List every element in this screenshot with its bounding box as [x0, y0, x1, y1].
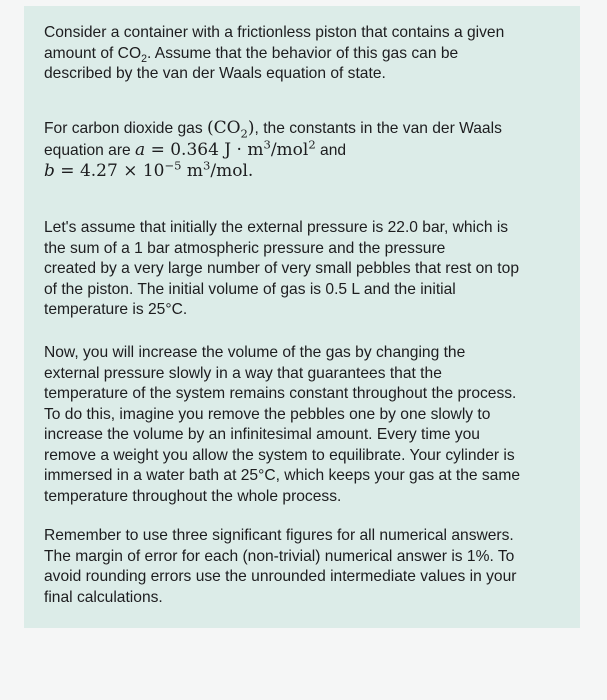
instructions-line-2: The margin of error for each (non-trivial) numerical answer is 1%. To: [44, 547, 515, 565]
co2-formula-subscript: 2: [240, 126, 248, 141]
initial-line-1: Let's assume that initially the external pressure is 22.0 bar, which is: [44, 219, 509, 236]
process-line-3: temperature of the system remains constant throughout the process.: [44, 385, 517, 402]
a-symbol: a: [135, 139, 146, 160]
constants-paragraph: [44, 118, 574, 183]
b-value: = 4.27 × 10: [54, 161, 165, 181]
intro-line-2: [44, 44, 574, 65]
initial-line-5: temperature is 25°C.: [44, 301, 188, 318]
process-line-4: To do this, imagine you remove the pebbles one by one slowly to: [44, 405, 491, 423]
constants-line-2-pre: equation are: [44, 141, 136, 159]
b-unit-mol: /mol.: [210, 161, 254, 181]
b-power-exponent: −5: [164, 158, 182, 173]
co2-formula: [206, 118, 255, 141]
process-paragraph: [44, 343, 580, 507]
a-constant: [135, 136, 316, 160]
initial-line-3: created by a very large number of very small pebbles that rest on top: [44, 260, 519, 277]
process-line-1: Now, you will increase the volume of the gas by changing the: [44, 344, 466, 361]
intro-paragraph: [44, 23, 574, 85]
a-m-exponent: 3: [263, 136, 271, 151]
constants-line-2-post: and: [315, 141, 347, 159]
constants-line-1-post: , the constants in the van der Waals: [254, 120, 502, 137]
intro-line-2-post: . Assume that the behavior of this gas can be: [146, 44, 459, 62]
process-line-5: increase the volume by an infinitesimal amount. Every time you: [44, 426, 480, 443]
constants-line-3: [44, 158, 574, 183]
a-value: = 0.364 J · m: [145, 139, 264, 160]
intro-line-3: described by the van der Waals equation of state.: [44, 65, 386, 82]
process-line-2: external pressure slowly in a way that guarantees that the: [44, 364, 442, 382]
b-m-exponent: 3: [203, 158, 211, 173]
instructions-line-1: Remember to use three significant figures for all numerical answers.: [44, 527, 514, 544]
b-symbol: b: [44, 161, 55, 181]
instructions-line-3: avoid rounding errors use the unrounded intermediate values in your: [44, 568, 517, 585]
process-line-7: immersed in a water bath at 25°C, which keeps your gas at the same: [44, 467, 521, 484]
a-unit: /mol: [270, 139, 309, 160]
initial-conditions-paragraph: [44, 218, 580, 321]
process-line-8: temperature throughout the whole process.: [44, 487, 342, 505]
initial-line-4: of the piston. The initial volume of gas is 0.5 L and the initial: [44, 280, 456, 298]
instructions-line-4: final calculations.: [44, 588, 163, 606]
b-unit: m: [181, 161, 204, 181]
intro-line-2-pre: amount of CO: [44, 44, 142, 62]
intro-line-1: Consider a container with a frictionless piston that contains a given: [44, 24, 505, 41]
constants-line-2: [44, 136, 574, 162]
co2-formula-open: (CO: [206, 118, 241, 138]
b-constant: [44, 158, 254, 181]
co2-subscript: 2: [141, 52, 147, 65]
bottom-margin: [0, 628, 607, 700]
constants-line-1-pre: For carbon dioxide gas: [44, 120, 207, 137]
instructions-paragraph: [44, 526, 580, 608]
process-line-6: remove a weight you allow the system to equilibrate. Your cylinder is: [44, 446, 515, 464]
co2-formula-close: ): [247, 118, 255, 138]
a-mol-exponent: 2: [308, 136, 316, 151]
problem-card: [24, 6, 580, 628]
initial-line-2: the sum of a 1 bar atmospheric pressure and the pressure: [44, 239, 446, 257]
